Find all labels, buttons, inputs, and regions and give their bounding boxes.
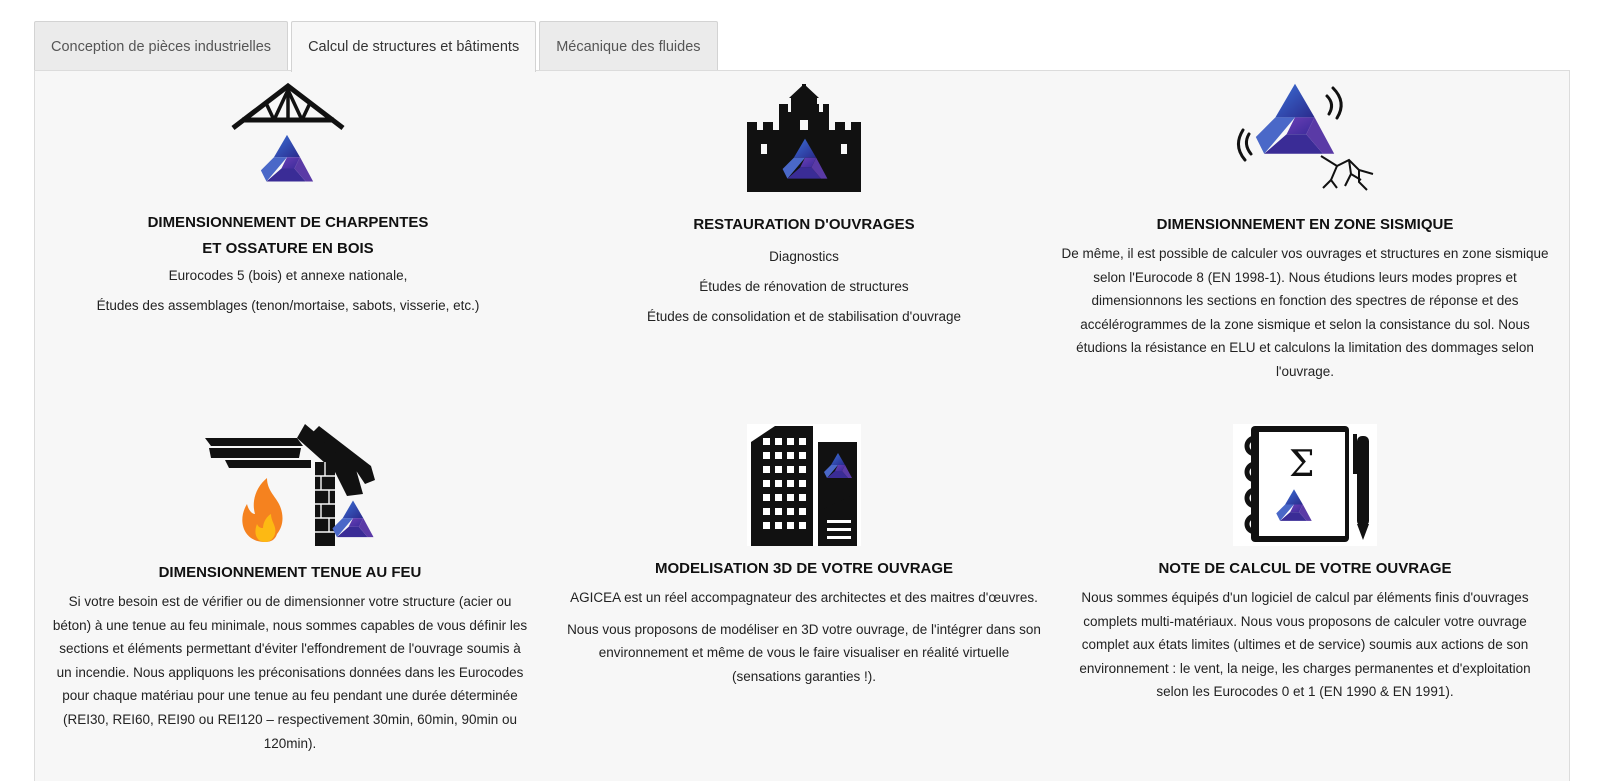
card-modelisation-3d (548, 424, 1060, 688)
card-text: (sensations garanties !). (731, 668, 877, 684)
tab-mecanique-fluides[interactable]: Mécanique des fluides (539, 21, 717, 71)
card-text: (REI30, REI60, REI90 ou REI120 – respectivement 30min, 60min, 90min ou (63, 711, 517, 727)
card-charpentes (58, 80, 518, 318)
card-text: complet aux états limites (ultimes et de service) soumis aux actions de son (1081, 637, 1529, 653)
card-text: selon l'Eurocode 8 (EN 1998-1). Nous étudions leurs modes propres et (1093, 269, 1517, 285)
card-text: 120min). (263, 735, 317, 751)
tab-calcul-structures[interactable]: Calcul de structures et bâtiments (291, 21, 536, 72)
sigma-symbol: Σ (1289, 444, 1315, 485)
card-text: environnement : le vent, la neige, les charges permanentes et d'exploitation (1079, 660, 1531, 676)
card-text: De même, il est possible de calculer vos ouvrages et structures en zone sismique (1061, 246, 1549, 261)
card-note-calcul (1064, 424, 1546, 704)
card-text: Nous sommes équipés d'un logiciel de calcul par éléments finis d'ouvrages (1081, 590, 1529, 605)
card-text: Études des assemblages (tenon/mortaise, sabots, visserie, etc.) (96, 298, 480, 313)
card-text: pour chaque matériau pour une tenue au feu pendant une durée déterminée (62, 688, 518, 704)
card-sismique (1050, 78, 1560, 384)
card-text: étudions la résistance en ELU et calculons la limitation des dommages selon (1076, 340, 1534, 356)
card-text: l'ouvrage. (1275, 363, 1335, 379)
card-text: complets multi-matériaux. Nous vous proposons de calculer votre ouvrage (1083, 613, 1527, 629)
card-text: Si votre besoin est de vérifier ou de dimensionner votre structure (acier ou (68, 594, 512, 609)
card-text: Études de rénovation de structures (699, 279, 909, 294)
card-title: DIMENSIONNEMENT EN ZONE SISMIQUE (1156, 216, 1454, 233)
card-title: ET OSSATURE EN BOIS (202, 240, 374, 257)
card-title: NOTE DE CALCUL DE VOTRE OUVRAGE (1158, 560, 1452, 577)
card-restauration (556, 84, 1052, 329)
tab-bar (34, 21, 721, 71)
timber-roof-truss-icon (230, 80, 346, 192)
card-text: Études de consolidation et de stabilisation d'ouvrage (646, 309, 962, 324)
card-text: selon les Eurocodes 0 et 1 (EN 1990 & EN 1991). (1156, 684, 1454, 700)
card-text: accélérogrammes de la zone sismique et selon la consistance du sol. Nous (1080, 316, 1530, 332)
card-text: sections et éléments permettant d'éviter l'effondrement de l'ouvrage soumis à (59, 641, 521, 657)
card-text: environnement et même de vous le faire visualiser en réalité virtuelle (598, 645, 1010, 661)
card-title: DIMENSIONNEMENT TENUE AU FEU (158, 564, 422, 581)
tab-conception-pieces[interactable]: Conception de pièces industrielles (34, 21, 288, 71)
castle-icon (745, 84, 863, 194)
card-text: un incendie. Nous appliquons les préconisations données dans les Eurocodes (56, 664, 524, 680)
card-title: RESTAURATION D'OUVRAGES (693, 216, 915, 233)
card-text: béton) à une tenue au feu minimale, nous sommes capables de vous définir les (52, 617, 528, 633)
card-title: DIMENSIONNEMENT DE CHARPENTES (147, 214, 429, 231)
card-text: Nous vous proposons de modéliser en 3D votre ouvrage, de l'intégrer dans son (567, 621, 1041, 637)
card-text: dimensionnons les sections en fonction des spectres de réponse et des (1091, 293, 1519, 309)
calculation-notebook-icon (1233, 424, 1377, 546)
card-tenue-feu (48, 424, 532, 755)
buildings-3d-icon (747, 424, 861, 546)
card-text: Diagnostics (769, 249, 839, 264)
fire-beam-icon (205, 424, 375, 548)
card-text: Eurocodes 5 (bois) et annexe nationale, (168, 268, 408, 283)
card-text: AGICEA est un réel accompagnateur des architectes et des maitres d'œuvres. (570, 590, 1038, 605)
seismic-logo-icon (1235, 78, 1375, 200)
card-title: MODELISATION 3D DE VOTRE OUVRAGE (654, 560, 954, 577)
